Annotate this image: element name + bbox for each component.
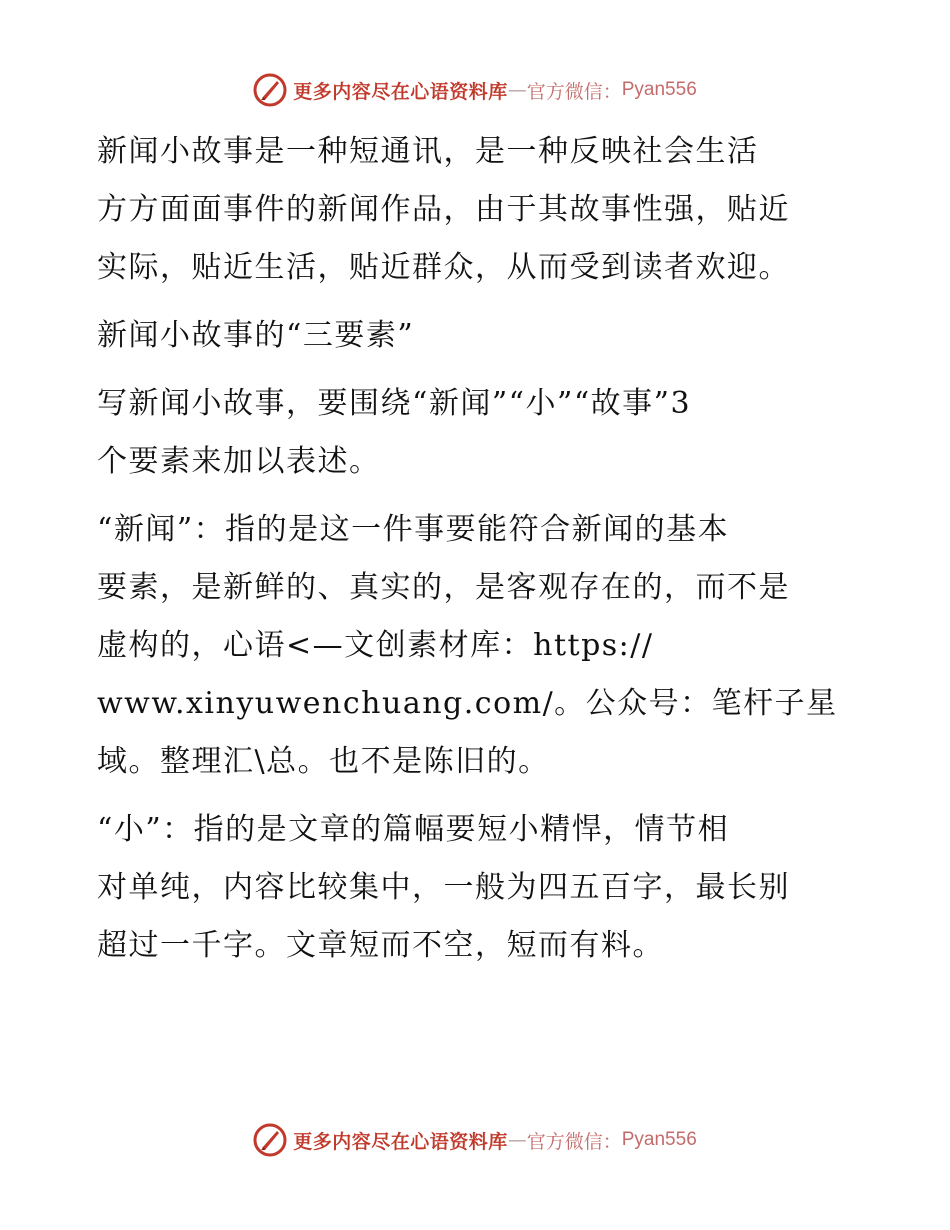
paragraph-small: “小”：指的是文章的篇幅要短小精悍，情节相 对单纯，内容比较集中，一般为四五百字，最长别 超过一千字。文章短而不空，短而有料。 [97,812,790,963]
banner-wechat-label: 官方微信： [526,1130,622,1153]
header-banner [0,70,950,110]
quill-logo-icon [253,73,287,107]
paragraph-heading: 新闻小故事的“三要素” [97,318,415,353]
quill-logo-icon [253,1123,287,1157]
banner-text: 更多内容尽在心语资料库 [293,80,508,103]
paragraph-three-elements: 写新闻小故事，要围绕“新闻”“小”“故事”3 个要素来加以表述。 [97,386,692,479]
document-body [97,123,857,975]
banner-wechat-id: Pyan556 [621,79,697,100]
paragraph-intro: 新闻小故事是一种短通讯，是一种反映社会生活 方方面面事件的新闻作品，由于其故事性强，贴近 实际，贴近生活，贴近群众，从而受到读者欢迎。 [97,134,790,285]
banner-wechat-label: 官方微信： [526,80,622,103]
banner-separator: — [507,1129,527,1151]
footer-banner [0,1120,950,1160]
banner-separator: — [507,79,527,101]
paragraph-news: “新闻”：指的是这一件事要能符合新闻的基本 要素，是新鲜的、真实的，是客观存在的，而不是 虚构的，心语<—文创素材库：https:// www.xinyuwenchuang.com/。公众号：笔杆子星 域。整理汇\总。也不是陈旧的。 [97,512,838,779]
banner-text: 更多内容尽在心语资料库 [293,1130,508,1153]
banner-wechat-id: Pyan556 [621,1129,697,1150]
